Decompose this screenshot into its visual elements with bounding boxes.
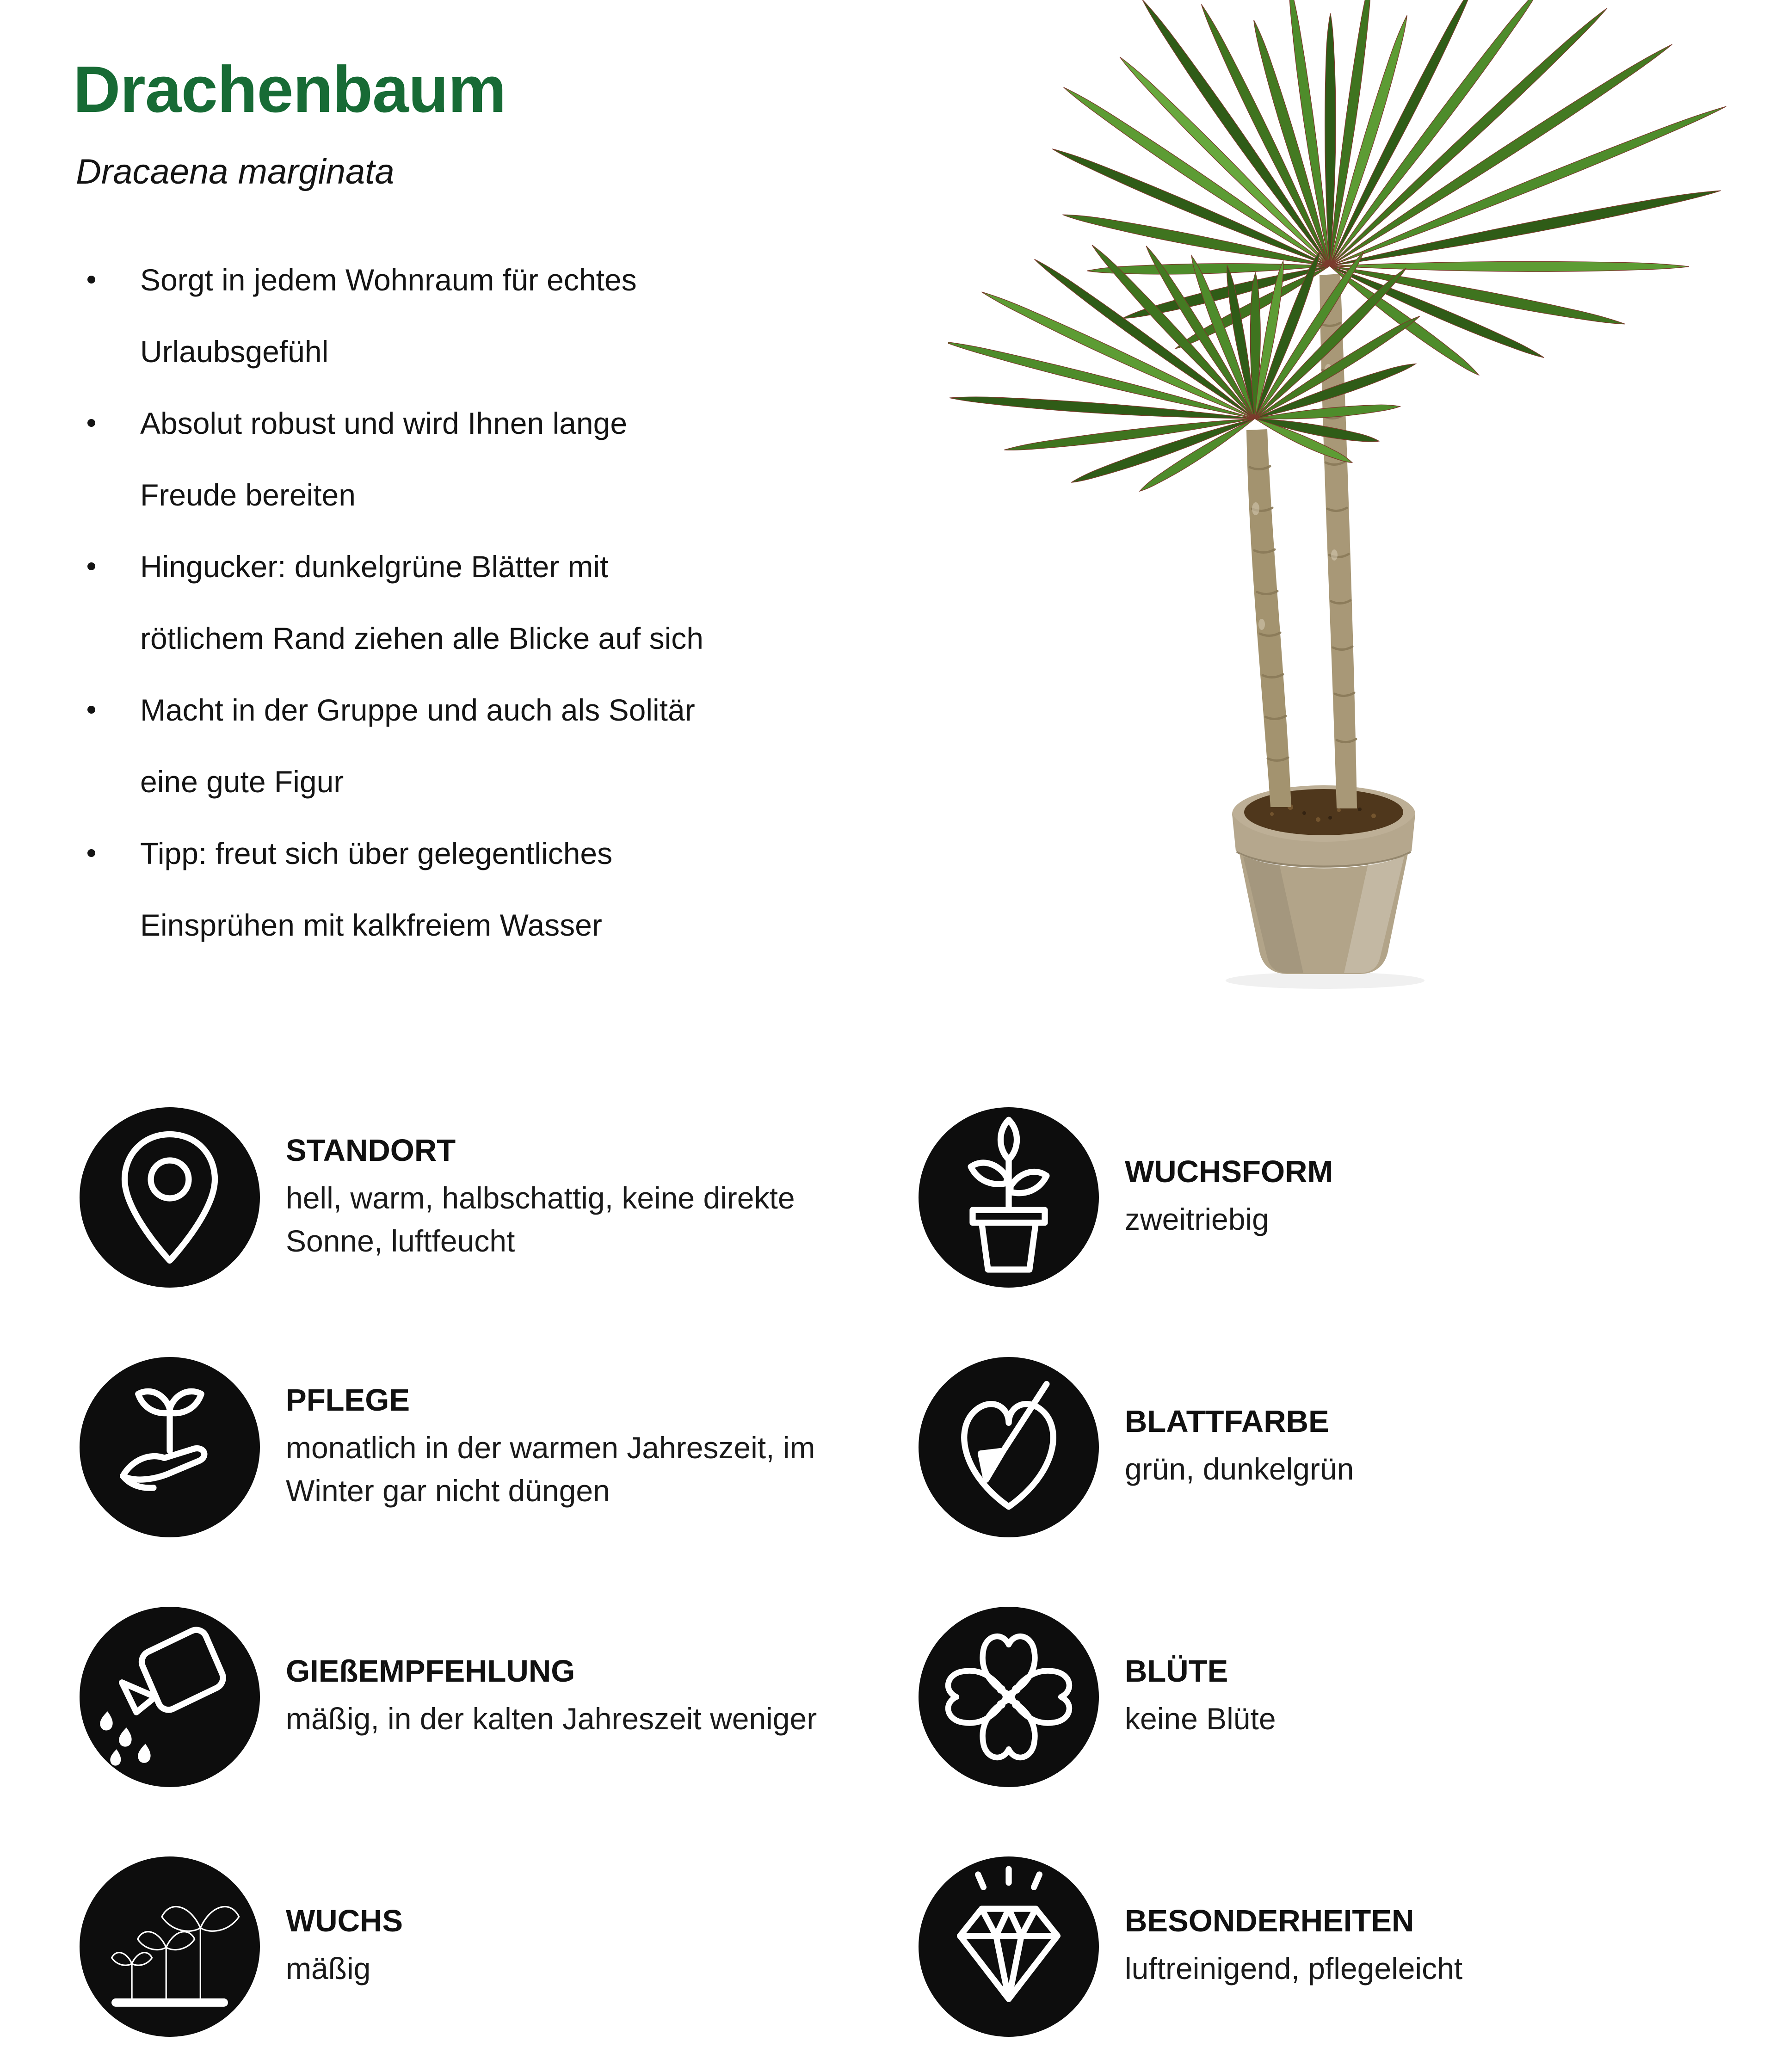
bullet-line: Tipp: freut sich über gelegentliches xyxy=(140,836,613,870)
bullet-line: Urlaubsgefühl xyxy=(140,334,329,369)
potted-plant-icon xyxy=(919,1107,1099,1288)
feature-title: GIEßEMPFEHLUNG xyxy=(286,1654,575,1689)
bullet-line: Absolut robust und wird Ihnen lange xyxy=(140,406,628,440)
feature-bluete xyxy=(919,1607,1696,1787)
feature-description: hell, warm, halbschattig, keine direkte Sonne, luftfeucht xyxy=(286,1180,795,1258)
feature-standort xyxy=(80,1107,919,1288)
bullet-line: rötlichem Rand ziehen alle Blicke auf sich xyxy=(140,621,703,655)
growth-icon xyxy=(80,1856,260,2037)
diamond-icon xyxy=(919,1856,1099,2037)
list-item xyxy=(76,531,863,674)
location-pin-icon xyxy=(80,1107,260,1288)
page-title: Drachenbaum xyxy=(73,53,506,126)
feature-blattfarbe xyxy=(919,1357,1696,1537)
feature-description: keine Blüte xyxy=(1125,1702,1276,1736)
feature-besonderheiten xyxy=(919,1856,1696,2037)
flower-icon xyxy=(919,1607,1099,1787)
leaf-brush-icon xyxy=(919,1357,1099,1537)
botanical-name: Dracaena marginata xyxy=(76,152,395,191)
bullet-line: Freude bereiten xyxy=(140,478,356,512)
care-info-grid xyxy=(80,1107,1696,2072)
feature-description: mäßig, in der kalten Jahreszeit weniger xyxy=(286,1702,817,1736)
feature-title: WUCHS xyxy=(286,1904,403,1938)
feature-wuchs xyxy=(80,1856,919,2037)
highlights-list xyxy=(76,244,863,961)
list-item xyxy=(76,244,863,388)
feature-description: mäßig xyxy=(286,1951,371,1986)
feature-title: BESONDERHEITEN xyxy=(1125,1904,1414,1938)
feature-title: WUCHSFORM xyxy=(1125,1154,1333,1189)
feature-wuchsform xyxy=(919,1107,1696,1288)
bullet-line: Macht in der Gruppe und auch als Solitär xyxy=(140,693,695,727)
feature-description: luftreinigend, pflegeleicht xyxy=(1125,1951,1463,1986)
bullet-line: eine gute Figur xyxy=(140,765,344,799)
list-item xyxy=(76,674,863,818)
list-item xyxy=(76,818,863,961)
watering-can-icon xyxy=(80,1607,260,1787)
feature-title: BLATTFARBE xyxy=(1125,1404,1329,1439)
bullet-line: Sorgt in jedem Wohnraum für echtes xyxy=(140,263,637,297)
feature-description: zweitriebig xyxy=(1125,1202,1269,1236)
hand-sprout-icon xyxy=(80,1357,260,1537)
bullet-line: Einsprühen mit kalkfreiem Wasser xyxy=(140,908,602,942)
dracaena-plant-graphic xyxy=(948,0,1776,1064)
feature-description: monatlich in der warmen Jahreszeit, im Winter gar nicht düngen xyxy=(286,1430,815,1508)
feature-title: BLÜTE xyxy=(1125,1654,1228,1689)
feature-giessempfehlung xyxy=(80,1607,919,1787)
feature-description: grün, dunkelgrün xyxy=(1125,1452,1354,1486)
bullet-line: Hingucker: dunkelgrüne Blätter mit xyxy=(140,549,609,584)
feature-title: PFLEGE xyxy=(286,1382,410,1418)
feature-title: STANDORT xyxy=(286,1133,456,1168)
list-item xyxy=(76,388,863,531)
plant-photo xyxy=(948,0,1776,1064)
feature-pflege xyxy=(80,1357,919,1537)
